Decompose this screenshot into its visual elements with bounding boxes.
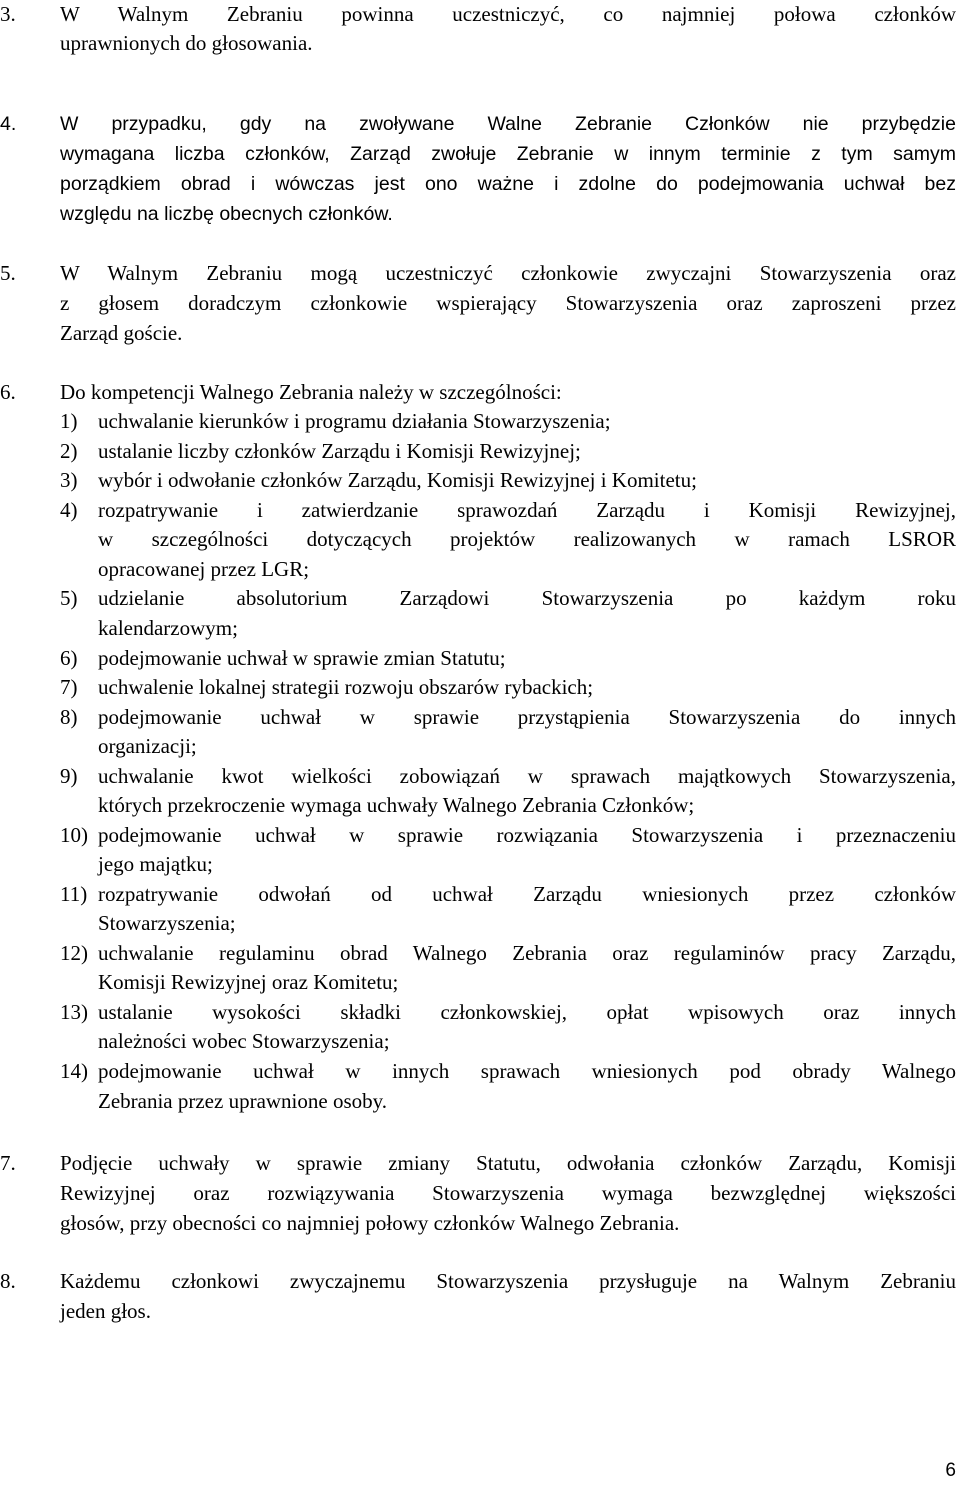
item-text-line: W Walnym Zebraniu powinna uczestniczyć, co najmniej połowa członków (60, 2, 956, 26)
item-number: 8. (0, 1269, 16, 1293)
subitem-text-line: należności wobec Stowarzyszenia; (98, 1029, 390, 1053)
subitem-number: 1) (60, 409, 78, 433)
subitem-text-line: uchwalanie kwot wielkości zobowiązań w sprawach majątkowych Stowarzyszenia, (98, 764, 956, 788)
subitem-text-line: Stowarzyszenia; (98, 911, 236, 935)
subitem-number: 13) (60, 1000, 88, 1024)
item-number: 3. (0, 2, 16, 26)
subitem-text-line: kalendarzowym; (98, 616, 238, 640)
page-number: 6 (945, 1460, 956, 1481)
item-number: 6. (0, 380, 16, 404)
subitem-number: 9) (60, 764, 78, 788)
item-text-line: Podjęcie uchwały w sprawie zmiany Statutu, odwołania członków Zarządu, Komisji (60, 1151, 956, 1175)
subitem-number: 10) (60, 823, 88, 847)
item-text-line: Rewizyjnej oraz rozwiązywania Stowarzyszenia wymaga bezwzględnej większości (60, 1181, 956, 1205)
item-text-line: Każdemu członkowi zwyczajnemu Stowarzyszenia przysługuje na Walnym Zebraniu (60, 1269, 956, 1293)
subitem-text-line: Zebrania przez uprawnione osoby. (98, 1089, 388, 1113)
item-number: 7. (0, 1151, 16, 1175)
item-text-line: względu na liczbę obecnych członków. (60, 203, 393, 225)
item-text-line: porządkiem obrad i wówczas jest ono ważne i zdolne do podejmowania uchwał bez (60, 173, 956, 195)
subitem-text-line: jego majątku; (98, 852, 213, 876)
subitem-text-line: organizacji; (98, 734, 197, 758)
subitem-number: 12) (60, 941, 88, 965)
subitem-number: 3) (60, 468, 78, 492)
subitem-number: 8) (60, 705, 78, 729)
subitem-text-line: wybór i odwołanie członków Zarządu, Komisji Rewizyjnej i Komitetu; (98, 468, 697, 492)
item-text-line: W Walnym Zebraniu mogą uczestniczyć członkowie zwyczajni Stowarzyszenia oraz (60, 261, 956, 285)
subitem-text-line: uchwalanie kierunków i programu działania Stowarzyszenia; (98, 409, 611, 433)
subitem-text-line: rozpatrywanie i zatwierdzanie sprawozdań Zarządu i Komisji Rewizyjnej, (98, 498, 956, 522)
item-text-line: Zarząd goście. (60, 321, 183, 345)
subitem-text-line: których przekroczenie wymaga uchwały Walnego Zebrania Członków; (98, 793, 695, 817)
item-intro: Do kompetencji Walnego Zebrania należy w szczególności: (60, 380, 562, 404)
subitem-number: 7) (60, 675, 78, 699)
subitem-number: 4) (60, 498, 78, 522)
item-text-line: głosów, przy obecności co najmniej połowy członków Walnego Zebrania. (60, 1211, 680, 1235)
item-text-line: jeden głos. (60, 1299, 151, 1323)
subitem-text-line: ustalanie liczby członków Zarządu i Komisji Rewizyjnej; (98, 439, 581, 463)
subitem-text-line: opracowanej przez LGR; (98, 557, 310, 581)
subitem-text-line: w szczególności dotyczących projektów realizowanych w ramach LSROR (98, 527, 956, 551)
item-text-line: wymagana liczba członków, Zarząd zwołuje Zebranie w innym terminie z tym samym (60, 143, 956, 165)
subitem-text-line: rozpatrywanie odwołań od uchwał Zarządu wniesionych przez członków (98, 882, 956, 906)
item-number: 5. (0, 261, 16, 285)
subitem-text-line: udzielanie absolutorium Zarządowi Stowarzyszenia po każdym roku (98, 586, 956, 610)
subitem-number: 6) (60, 646, 78, 670)
item-text-line: uprawnionych do głosowania. (60, 31, 313, 55)
subitem-text-line: podejmowanie uchwał w sprawie rozwiązania Stowarzyszenia i przeznaczeniu (98, 823, 956, 847)
item-number: 4. (0, 113, 17, 135)
subitem-text-line: Komisji Rewizyjnej oraz Komitetu; (98, 970, 399, 994)
subitem-number: 5) (60, 586, 78, 610)
subitem-number: 2) (60, 439, 78, 463)
subitem-text-line: ustalanie wysokości składki członkowskiej, opłat wpisowych oraz innych (98, 1000, 956, 1024)
subitem-text-line: uchwalanie regulaminu obrad Walnego Zebrania oraz regulaminów pracy Zarządu, (98, 941, 956, 965)
item-text-line: z głosem doradczym członkowie wspierający Stowarzyszenia oraz zaproszeni przez (60, 291, 956, 315)
subitem-text-line: podejmowanie uchwał w innych sprawach wniesionych pod obrady Walnego (98, 1059, 956, 1083)
item-text-line: W przypadku, gdy na zwoływane Walne Zebranie Członków nie przybędzie (60, 113, 956, 135)
subitem-number: 14) (60, 1059, 88, 1083)
subitem-text-line: podejmowanie uchwał w sprawie zmian Statutu; (98, 646, 506, 670)
subitem-text-line: uchwalenie lokalnej strategii rozwoju obszarów rybackich; (98, 675, 594, 699)
subitem-text-line: podejmowanie uchwał w sprawie przystąpienia Stowarzyszenia do innych (98, 705, 956, 729)
subitem-number: 11) (60, 882, 88, 906)
